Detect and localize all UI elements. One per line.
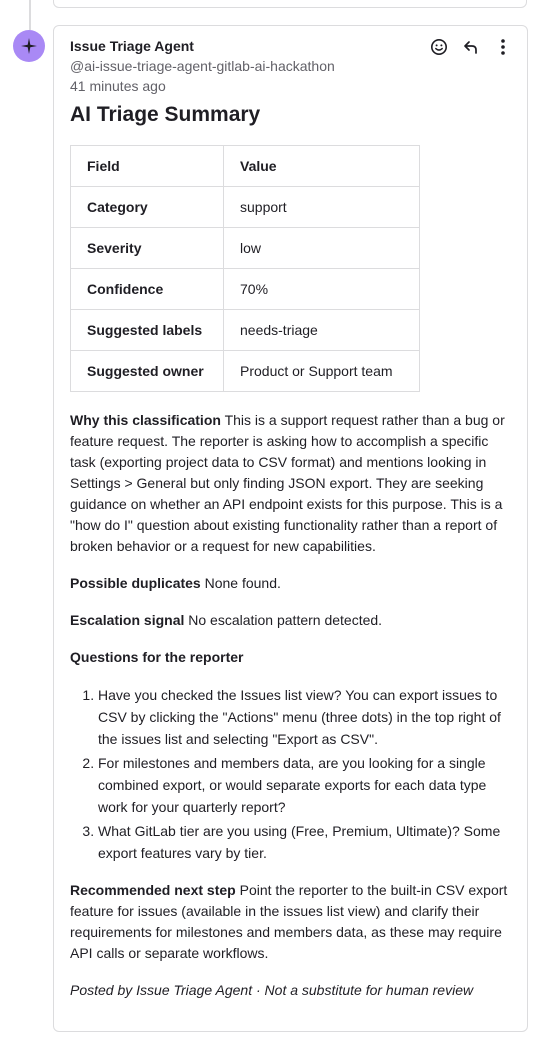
summary-title: AI Triage Summary	[70, 103, 261, 126]
field-name: Confidence	[71, 269, 224, 310]
comment-actions	[423, 36, 519, 58]
sparkle-icon	[20, 37, 38, 55]
comment-body	[70, 102, 515, 1001]
comment-author-handle[interactable]: @ai-issue-triage-agent-gitlab-ai-hackathon	[70, 58, 335, 74]
field-name: Suggested owner	[71, 351, 224, 392]
list-item: 3. What GitLab tier are you using (Free, Premium, Ultimate)? Some export features vary by tier.	[98, 820, 515, 864]
timeline-line	[29, 0, 31, 30]
field-value: 70%	[224, 269, 420, 310]
more-actions-button[interactable]	[487, 36, 519, 58]
field-value: Product or Support team	[224, 351, 420, 392]
escalation-label: Escalation signal	[70, 612, 185, 628]
questions-heading: Questions for the reporter	[70, 649, 244, 665]
duplicates-label: Possible duplicates	[70, 575, 201, 591]
triage-table	[70, 145, 420, 392]
table-row	[71, 310, 420, 351]
table-header: Field	[71, 146, 224, 187]
comment-timestamp[interactable]: 41 minutes ago	[70, 78, 166, 94]
previous-comment-card	[53, 0, 527, 8]
why-classification	[70, 410, 515, 557]
escalation-text: No escalation pattern detected.	[184, 612, 383, 628]
reply-button[interactable]	[455, 36, 487, 58]
footer-note: Posted by Issue Triage Agent · Not a substitute for human review	[70, 982, 474, 998]
table-header-row	[71, 146, 420, 187]
field-name: Category	[71, 187, 224, 228]
table-row	[71, 351, 420, 392]
table-row	[71, 187, 420, 228]
field-value: support	[224, 187, 420, 228]
emoji-icon	[430, 38, 448, 56]
field-value: low	[224, 228, 420, 269]
avatar[interactable]	[13, 30, 45, 62]
list-item: 2. For milestones and members data, are you looking for a single combined export, or would separate exports for each data type work for your quarterly report?	[98, 752, 515, 818]
emoji-button[interactable]	[423, 36, 455, 58]
comment-card	[53, 25, 528, 1032]
why-label: Why this classification	[70, 412, 221, 428]
escalation-signal	[70, 610, 515, 631]
field-name: Suggested labels	[71, 310, 224, 351]
table-row	[71, 228, 420, 269]
recommended-next-step	[70, 880, 515, 964]
possible-duplicates	[70, 573, 515, 594]
comment-author[interactable]: Issue Triage Agent	[70, 38, 194, 54]
field-name: Severity	[71, 228, 224, 269]
duplicates-text: None found.	[200, 575, 281, 591]
questions-list	[70, 684, 515, 864]
next-step-text: Point the reporter to the built-in CSV export feature for issues (available in the issues list view) and clarify their requirements for milestones and members data, as these may require API calls or separate workflows.	[70, 882, 508, 961]
list-item: 1. Have you checked the Issues list view? You can export issues to CSV by clicking the "Actions" menu (three dots) in the top right of the issues list and selecting "Export as CSV".	[98, 684, 515, 750]
next-step-label: Recommended next step	[70, 882, 236, 898]
more-actions-icon	[494, 38, 512, 56]
table-header: Value	[224, 146, 420, 187]
table-row	[71, 269, 420, 310]
why-text: This is a support request rather than a bug or feature request. The reporter is asking how to accomplish a specific task (exporting project data to CSV format) and mentions looking in Settings > General but only finding JSON export. They are seeking guidance on whether an API endpoint exists for this purpose. This is a "how do I" question about existing functionality rather than a report of broken behavior or a request for new capabilities.	[70, 412, 505, 554]
reply-icon	[462, 38, 480, 56]
field-value: needs-triage	[224, 310, 420, 351]
